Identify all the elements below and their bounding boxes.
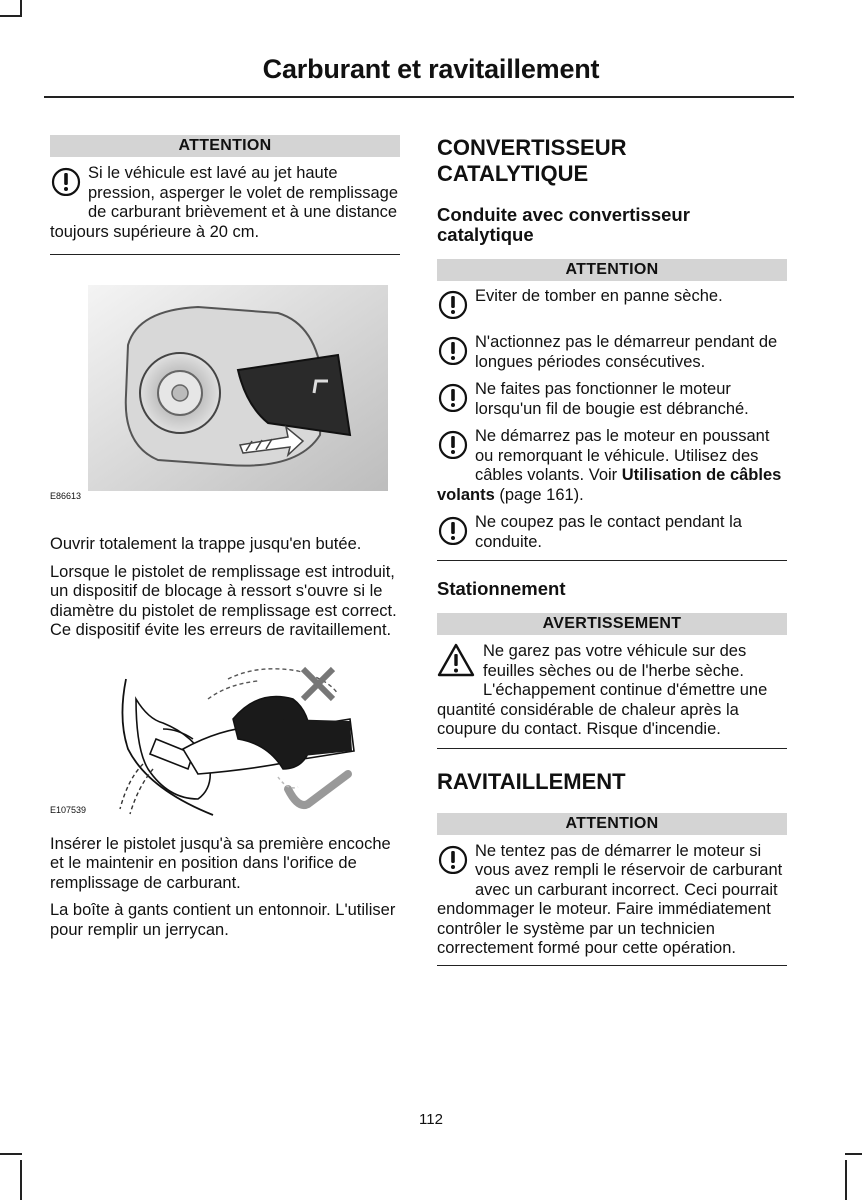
exclamation-icon [437,287,475,327]
section-heading: CONVERTISSEUR CATALYTIQUE [437,135,627,186]
warning-text-main: Ne démarrez pas le moteur en poussant ou remorquant le véhicule. Utilisez des câbles volants. Voir [475,427,770,484]
warning-text: Ne faites pas fonctionner le moteur lorsqu'un fil de bougie est débranché. [475,380,749,418]
warning-item [437,380,787,419]
crop-mark [0,1153,22,1155]
crop-mark [845,1153,862,1155]
exclamation-icon [437,380,475,420]
header-rule [44,96,794,98]
left-column [50,135,400,940]
attention-bar: ATTENTION [50,135,400,157]
separator [50,254,400,255]
subsection-heading: Conduite avec convertisseur catalytique [437,204,690,245]
warning-text: Eviter de tomber en panne sèche. [475,287,723,305]
paragraph: La boîte à gants contient un entonnoir. L'utiliser pour remplir un jerrycan. [50,901,396,939]
crop-mark [845,1160,847,1200]
exclamation-icon [50,164,88,204]
fuel-flap-figure [50,285,400,521]
page-reference: (page 161). [494,485,584,504]
warning-block [437,842,787,959]
exclamation-icon [437,333,475,373]
separator [437,748,787,749]
crop-mark [20,0,22,16]
crop-mark [20,1160,22,1200]
figure-code: E86613 [50,491,82,501]
paragraph: Lorsque le pistolet de remplissage est introduit, un dispositif de blocage à ressort s'ouvre si le diamètre du pistolet de remplissage est correct. Ce dispositif évite les erreurs de ravitaillement. [50,562,397,639]
paragraph: Insérer le pistolet jusqu'à sa première encoche et le maintenir en position dans l'orifice de remplissage de carburant. [50,834,391,892]
paragraph: Ouvrir totalement la trappe jusqu'en butée. [50,535,362,553]
warning-block [437,642,787,740]
avertissement-bar: AVERTISSEMENT [437,613,787,635]
fuel-flap-illustration [88,285,388,491]
separator [437,965,787,966]
filler-neck-figure [50,659,400,827]
exclamation-icon [437,513,475,553]
warning-text: Si le véhicule est lavé au jet haute pression, asperger le volet de remplissage de carburant brièvement et à une distance toujours supérieure à 20 cm. [50,164,398,241]
warning-triangle-icon [437,642,483,682]
crop-mark [0,15,22,17]
warning-item [437,287,787,325]
page-number: 112 [419,1111,443,1128]
separator [437,560,787,561]
exclamation-icon [437,842,475,882]
warning-text: N'actionnez pas le démarreur pendant de longues périodes consécutives. [475,333,778,371]
warning-text [437,427,787,505]
warning-text: Ne coupez pas le contact pendant la conduite. [475,513,742,551]
warning-text: Ne garez pas votre véhicule sur des feuilles sèches ou de l'herbe sèche. L'échappement continue d'émettre une quantité considérable de chaleur après la coupure du contact. Risque d'incendie. [437,642,768,738]
warning-block [50,164,400,242]
subsection-heading: Stationnement [437,578,566,599]
exclamation-icon [437,427,475,467]
figure-code: E107539 [50,804,87,815]
fuel-nozzle-illustration [88,659,388,819]
warning-item [437,427,787,505]
warning-item [437,513,787,552]
warning-item [437,333,787,372]
right-column [437,135,787,966]
attention-bar: ATTENTION [437,813,787,835]
section-heading: RAVITAILLEMENT [437,768,626,794]
warning-text: Ne tentez pas de démarrer le moteur si vous avez rempli le réservoir de carburant avec un carburant incorrect. Ceci pourrait endommager le moteur. Faire immédiatement contrôler le système par un technicien correctement formé pour cette opération. [437,841,783,957]
page-title: Carburant et ravitaillement [262,54,600,84]
attention-bar: ATTENTION [437,259,787,281]
cross-reference-link[interactable]: Utilisation de câbles volants [437,466,782,504]
